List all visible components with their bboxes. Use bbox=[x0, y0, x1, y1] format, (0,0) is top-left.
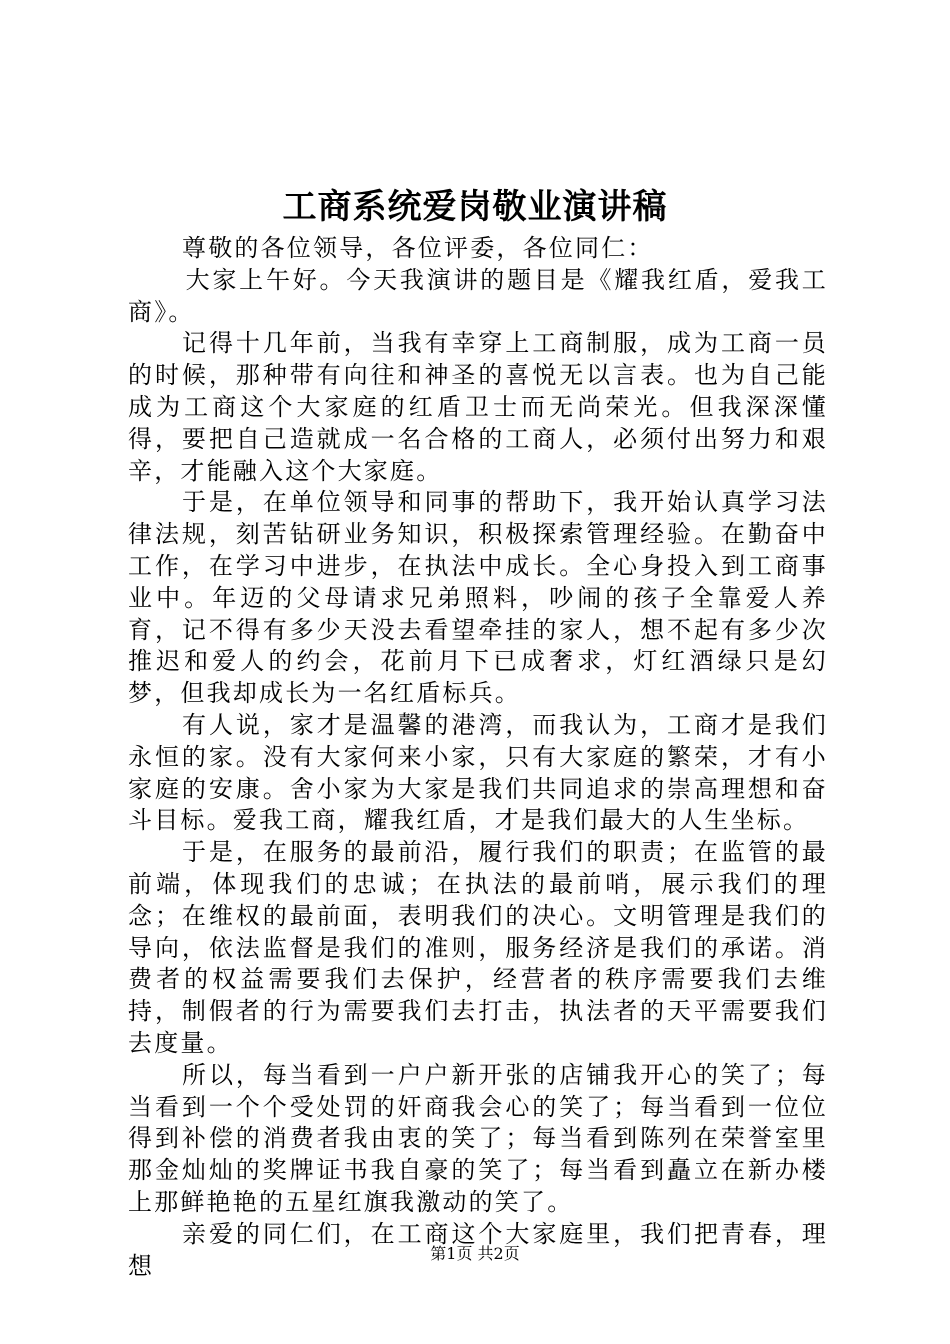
paragraph: 于是，在单位领导和同事的帮助下，我开始认真学习法律法规，刻苦钻研业务知识，积极探索管理经验。在勤奋中工作，在学习中进步，在执法中成长。全心身投入到工商事业中。年迈的父母请求兄弟照料，吵闹的孩子全靠爱人养育，记不得有多少天没去看望牵挂的家人，想不起有多少次推迟和爱人的约会，花前月下已成奢求，灯红酒绿只是幻梦，但我却成长为一名红盾标兵。 bbox=[128, 488, 828, 708]
paragraph: 有人说，家才是温馨的港湾，而我认为，工商才是我们永恒的家。没有大家何来小家，只有大家庭的繁荣，才有小家庭的安康。舍小家为大家是我们共同追求的崇高理想和奋斗目标。爱我工商，耀我红盾，才是我们最大的人生坐标。 bbox=[128, 710, 828, 835]
paragraph: 记得十几年前，当我有幸穿上工商制服，成为工商一员的时候，那种带有向往和神圣的喜悦无以言表。也为自己能成为工商这个大家庭的红盾卫士而无尚荣光。但我深深懂得，要把自己造就成一名合格的工商人，必须付出努力和艰辛，才能融入这个大家庭。 bbox=[128, 329, 828, 485]
paragraph: 所以，每当看到一户户新开张的店铺我开心的笑了；每当看到一个个受处罚的奸商我会心的笑了；每当看到一位位得到补偿的消费者我由衷的笑了；每当看到陈列在荣誉室里那金灿灿的奖牌证书我自豪的笑了；每当看到矗立在新办楼上那鲜艳艳的五星红旗我激动的笑了。 bbox=[128, 1060, 828, 1216]
paragraph-greeting: 大家上午好。今天我演讲的题目是《耀我红盾，爱我工商》。 bbox=[128, 265, 828, 326]
page-footer: 第1页 共2页 bbox=[430, 1244, 520, 1263]
paragraph: 亲爱的同仁们，在工商这个大家庭里，我们把青春，理想 bbox=[128, 1219, 828, 1280]
document-body bbox=[128, 233, 828, 1282]
paragraph: 于是，在服务的最前沿，履行我们的职责；在监管的最前端，体现我们的忠诚；在执法的最前哨，展示我们的理念；在维权的最前面，表明我们的决心。文明管理是我们的导向，依法监督是我们的准则，服务经济是我们的承诺。消费者的权益需要我们去保护，经营者的秩序需要我们去维持，制假者的行为需要我们去打击，执法者的天平需要我们去度量。 bbox=[128, 838, 828, 1057]
paragraph-salutation: 尊敬的各位领导，各位评委，各位同仁： bbox=[182, 234, 654, 262]
document-title: 工商系统爱岗敬业演讲稿 bbox=[282, 187, 668, 227]
